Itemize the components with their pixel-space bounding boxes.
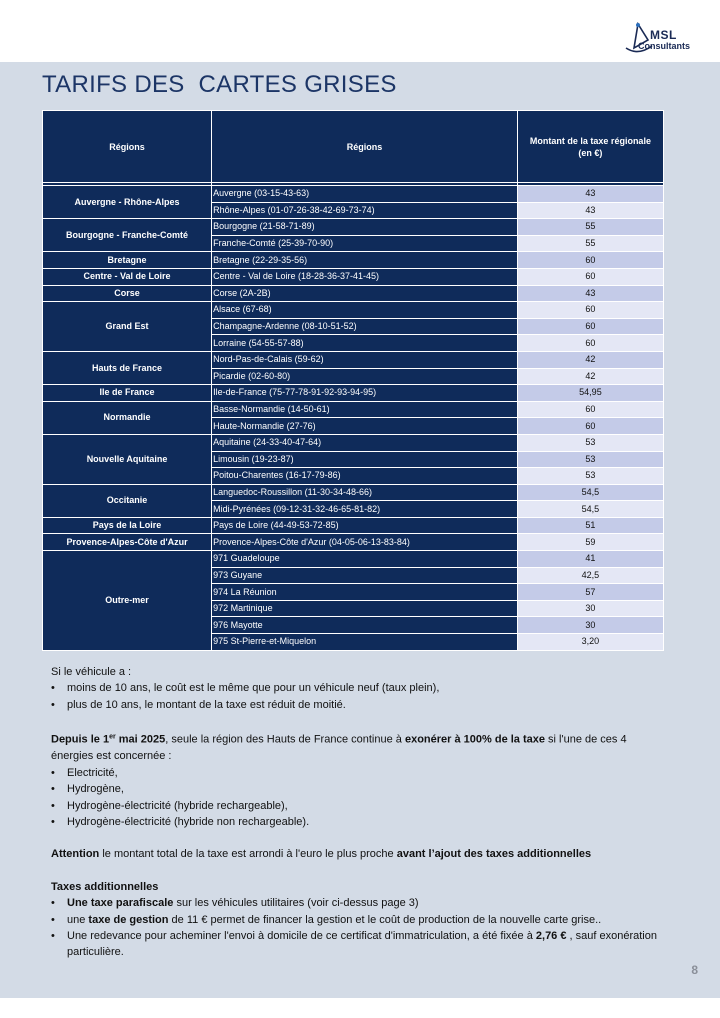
- amount-cell: 60: [517, 318, 663, 335]
- table-row: [43, 534, 664, 551]
- age-intro: Si le véhicule a :: [51, 666, 132, 678]
- region-cell: Bretagne: [43, 252, 212, 269]
- department-cell: Corse (2A-2B): [212, 285, 518, 302]
- table-row: [43, 484, 664, 501]
- department-cell: Aquitaine (24-33-40-47-64): [212, 434, 518, 451]
- amount-cell: 42,5: [517, 567, 663, 584]
- list-item: • moins de 10 ans, le coût est le même que pour un véhicule neuf (taux plein),: [51, 680, 661, 696]
- department-cell: Midi-Pyrénées (09-12-31-32-46-65-81-82): [212, 501, 518, 518]
- tariff-table: [42, 110, 664, 651]
- notes-section: [51, 664, 661, 961]
- region-cell: Occitanie: [43, 484, 212, 517]
- amount-cell: 60: [517, 418, 663, 435]
- department-cell: Bourgogne (21-58-71-89): [212, 219, 518, 236]
- department-cell: Bretagne (22-29-35-56): [212, 252, 518, 269]
- amount-cell: 3,20: [517, 634, 663, 651]
- department-cell: Languedoc-Roussillon (11-30-34-48-66): [212, 484, 518, 501]
- amount-cell: 53: [517, 434, 663, 451]
- table-row: [43, 351, 664, 368]
- text-run: Une redevance pour acheminer l'envoi à domicile de ce certificat d'immatriculation, a été fixée à: [67, 929, 536, 942]
- list-item: [51, 928, 661, 961]
- superscript: er: [109, 733, 116, 741]
- text-run: de 11 € permet de financer la gestion et le coût de production de la nouvelle carte grise..: [168, 913, 602, 926]
- amount-cell: 43: [517, 285, 663, 302]
- amount-cell: 60: [517, 302, 663, 319]
- amount-cell: 59: [517, 534, 663, 551]
- region-cell: Bourgogne - Franche-Comté: [43, 219, 212, 252]
- header-amount: Montant de la taxe régionale (en €): [517, 111, 663, 183]
- department-cell: Provence-Alpes-Côte d'Azur (04-05-06-13-83-84): [212, 534, 518, 551]
- taxes-list: [51, 895, 661, 961]
- amount-cell: 54,5: [517, 484, 663, 501]
- emphasis: Depuis le 1: [51, 733, 110, 746]
- amount-cell: 60: [517, 268, 663, 285]
- table-row: [43, 551, 664, 568]
- amount-cell: 54,5: [517, 501, 663, 518]
- amount-cell: 53: [517, 451, 663, 468]
- emphasis: exonérer à 100% de la taxe: [404, 733, 545, 746]
- logo-line2: Consultants: [638, 41, 691, 51]
- department-cell: 971 Guadeloupe: [212, 551, 518, 568]
- region-cell: Grand Est: [43, 302, 212, 352]
- department-cell: 973 Guyane: [212, 567, 518, 584]
- region-cell: Provence-Alpes-Côte d'Azur: [43, 534, 212, 551]
- table-header-row: [43, 111, 664, 183]
- region-cell: Hauts de France: [43, 351, 212, 384]
- department-cell: Poitou-Charentes (16-17-79-86): [212, 468, 518, 485]
- amount-cell: 43: [517, 202, 663, 219]
- amount-cell: 60: [517, 401, 663, 418]
- department-cell: Picardie (02-60-80): [212, 368, 518, 385]
- department-cell: Basse-Normandie (14-50-61): [212, 401, 518, 418]
- msl-logo: [624, 22, 694, 58]
- department-cell: 974 La Réunion: [212, 584, 518, 601]
- region-cell: Centre - Val de Loire: [43, 268, 212, 285]
- department-cell: Nord-Pas-de-Calais (59-62): [212, 351, 518, 368]
- department-cell: Centre - Val de Loire (18-28-36-37-41-45): [212, 268, 518, 285]
- emphasis: 2,76 €: [535, 929, 567, 942]
- energy-list: [51, 765, 661, 831]
- amount-cell: 60: [517, 335, 663, 352]
- list-item: • Hydrogène-électricité (hybride non rechargeable).: [51, 814, 661, 830]
- department-cell: Lorraine (54-55-57-88): [212, 335, 518, 352]
- heading: Taxes additionnelles: [51, 880, 159, 893]
- page-number: 8: [691, 963, 698, 977]
- department-cell: Auvergne (03-15-43-63): [212, 186, 518, 203]
- page-title: TARIFS DES CARTES GRISES: [42, 71, 397, 98]
- region-cell: Pays de la Loire: [43, 517, 212, 534]
- department-cell: Ile-de-France (75-77-78-91-92-93-94-95): [212, 385, 518, 402]
- text-run: sur les véhicules utilitaires (voir ci-dessus page 3): [173, 897, 419, 910]
- text-run: , seule la région des Hauts de France continue à: [165, 733, 405, 746]
- table-row: [43, 268, 664, 285]
- region-cell: Outre-mer: [43, 551, 212, 651]
- emphasis: avant l’ajout des taxes additionnelles: [396, 848, 592, 861]
- text-run: une: [67, 913, 89, 926]
- text-run: , sauf exonération particulière.: [67, 929, 657, 959]
- emphasis: Une taxe parafiscale: [67, 897, 174, 910]
- amount-cell: 57: [517, 584, 663, 601]
- list-item: • Electricité,: [51, 765, 661, 781]
- amount-cell: 60: [517, 252, 663, 269]
- amount-cell: 42: [517, 368, 663, 385]
- region-cell: Auvergne - Rhône-Alpes: [43, 186, 212, 219]
- emphasis: mai 2025: [115, 733, 166, 746]
- amount-cell: 41: [517, 551, 663, 568]
- table-row: [43, 385, 664, 402]
- exemption-paragraph: [51, 729, 661, 764]
- department-cell: 972 Martinique: [212, 600, 518, 617]
- region-cell: Ile de France: [43, 385, 212, 402]
- header-departments: Régions: [212, 111, 518, 183]
- table-row: [43, 517, 664, 534]
- taxes-title: [51, 879, 661, 895]
- age-list: [51, 680, 661, 713]
- amount-cell: 55: [517, 235, 663, 252]
- table-body: [43, 183, 664, 651]
- text-run: si l'une de ces 4 énergies est concernée :: [51, 733, 627, 763]
- amount-cell: 42: [517, 351, 663, 368]
- department-cell: Franche-Comté (25-39-70-90): [212, 235, 518, 252]
- department-cell: Alsace (67-68): [212, 302, 518, 319]
- department-cell: 975 St-Pierre-et-Miquelon: [212, 634, 518, 651]
- logo-line1: MSL: [650, 28, 677, 42]
- amount-cell: 51: [517, 517, 663, 534]
- department-cell: Rhône-Alpes (01-07-26-38-42-69-73-74): [212, 202, 518, 219]
- list-item: • Hydrogène-électricité (hybride rechargeable),: [51, 798, 661, 814]
- text-run: le montant total de la taxe est arrondi à l'euro le plus proche: [99, 848, 397, 861]
- table-row: [43, 302, 664, 319]
- amount-cell: 30: [517, 600, 663, 617]
- header-region: Régions: [43, 111, 212, 183]
- page-footer: [0, 998, 720, 1018]
- page-header: [0, 0, 720, 62]
- emphasis: taxe de gestion: [88, 913, 169, 926]
- amount-cell: 53: [517, 468, 663, 485]
- list-item: [51, 912, 661, 928]
- amount-cell: 43: [517, 186, 663, 203]
- region-cell: Corse: [43, 285, 212, 302]
- attention-paragraph: [51, 846, 661, 862]
- region-cell: Normandie: [43, 401, 212, 434]
- table-row: [43, 219, 664, 236]
- department-cell: Champagne-Ardenne (08-10-51-52): [212, 318, 518, 335]
- table-row: [43, 186, 664, 203]
- department-cell: Limousin (19-23-87): [212, 451, 518, 468]
- department-cell: 976 Mayotte: [212, 617, 518, 634]
- amount-cell: 55: [517, 219, 663, 236]
- emphasis: Attention: [51, 848, 100, 861]
- table-row: [43, 401, 664, 418]
- amount-cell: 54,95: [517, 385, 663, 402]
- list-item: • plus de 10 ans, le montant de la taxe est réduit de moitié.: [51, 697, 661, 713]
- department-cell: Haute-Normandie (27-76): [212, 418, 518, 435]
- list-item: [51, 895, 661, 911]
- table-row: [43, 434, 664, 451]
- amount-cell: 30: [517, 617, 663, 634]
- table-row: [43, 285, 664, 302]
- table-row: [43, 252, 664, 269]
- list-item: • Hydrogène,: [51, 781, 661, 797]
- region-cell: Nouvelle Aquitaine: [43, 434, 212, 484]
- department-cell: Pays de Loire (44-49-53-72-85): [212, 517, 518, 534]
